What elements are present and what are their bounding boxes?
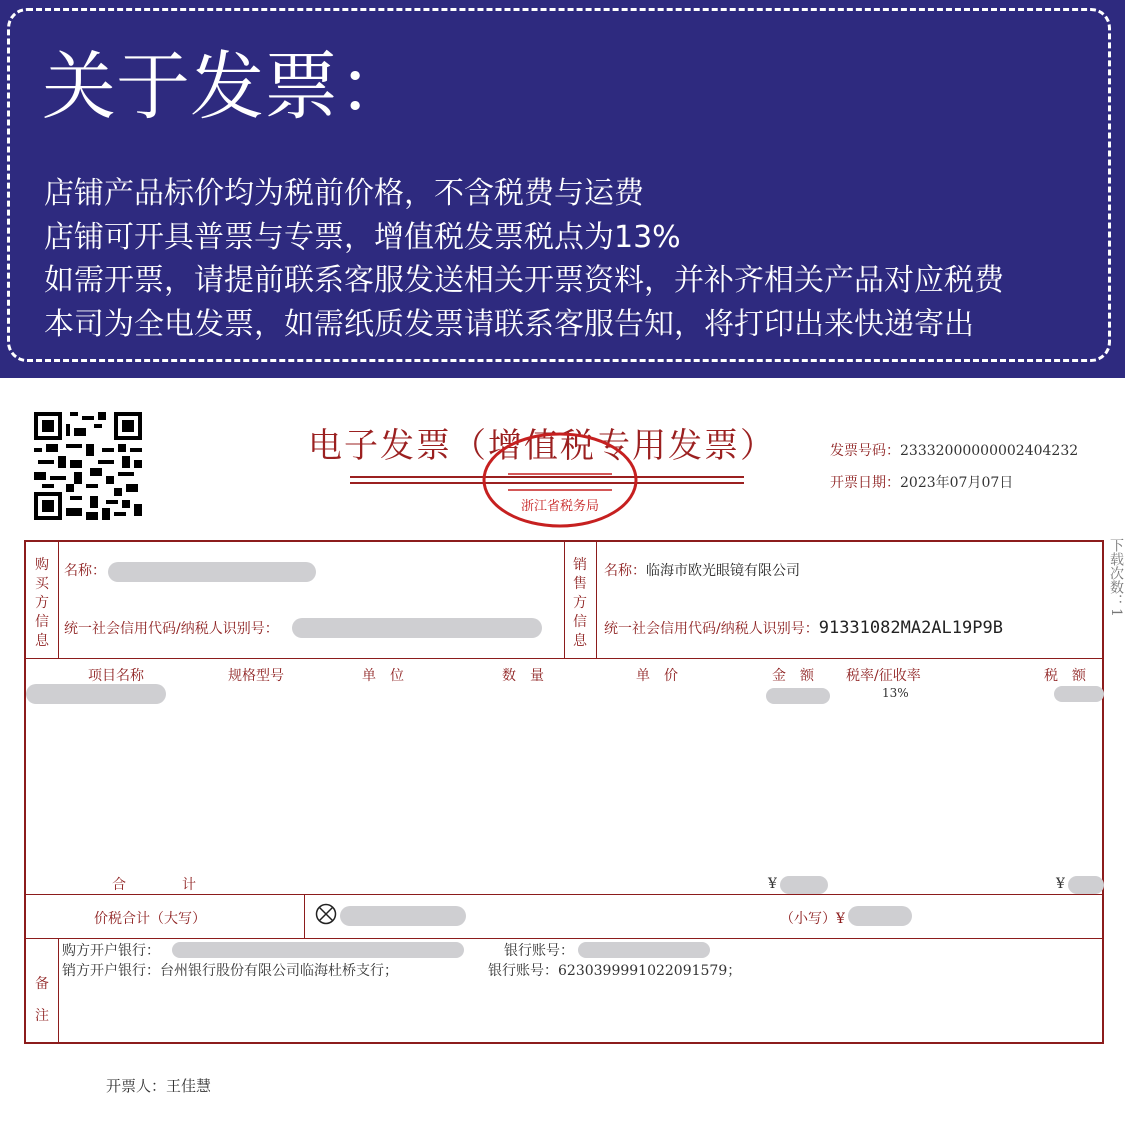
redacted-tax-amount [1054, 686, 1104, 702]
grand-total-label: 价税合计（大写） [94, 911, 206, 927]
row-divider [26, 894, 1102, 895]
col-header-unit: 单 位 [362, 668, 404, 684]
redacted-grand-total-number [848, 906, 912, 926]
banner-line: 如需开票，请提前联系客服发送相关开票资料，并补齐相关产品对应税费 [44, 263, 1004, 298]
redacted-total-tax [1068, 876, 1104, 894]
banner-line: 本司为全电发票，如需纸质发票请联系客服告知，将打印出来快递寄出 [44, 306, 974, 342]
col-divider [596, 542, 597, 658]
invoice-table [24, 540, 1104, 1044]
buyer-credit-code-label: 统一社会信用代码/纳税人识别号： [64, 621, 279, 637]
issuer: 开票人：王佳慧 [106, 1077, 212, 1095]
qr-code-icon [34, 412, 142, 520]
seller-name: 临海市欧光眼镜有限公司 [646, 563, 800, 579]
total-label: 合 计 [112, 877, 196, 893]
col-header-item-name: 项目名称 [88, 668, 144, 684]
col-header-spec: 规格型号 [228, 668, 284, 684]
col-divider [304, 894, 305, 938]
banner-line: 店铺可开具普票与专票，增值税发票税点为13% [44, 219, 681, 255]
buyer-bank-label: 购方开户银行： [62, 943, 160, 959]
col-header-tax-amount: 税 额 [1044, 668, 1086, 684]
redacted-buyer-name [108, 562, 316, 582]
col-divider [58, 542, 59, 658]
seller-credit-code-label: 统一社会信用代码/纳税人识别号： [604, 621, 819, 637]
invoice-title: 电子发票（增值税专用发票） [308, 426, 776, 466]
invoice-number [830, 440, 1078, 460]
redacted-item-name [26, 684, 166, 704]
col-header-unit-price: 单 价 [636, 668, 678, 684]
official-seal [480, 430, 640, 530]
row-divider [26, 938, 1102, 939]
redacted-amount [766, 688, 830, 704]
grand-total-small-label: （小写）¥ [780, 911, 845, 927]
seller-credit-code-row [604, 618, 1003, 638]
tax-rate-value: 13% [882, 686, 909, 700]
remarks-label: 备注 [35, 976, 49, 1024]
seller-name-label: 名称： [604, 563, 646, 579]
total-tax-yen: ¥ [1056, 876, 1065, 892]
buyer-info-label: 购买方信息 [35, 557, 49, 649]
redacted-buyer-account [578, 942, 710, 958]
invoice-date-label: 开票日期： [830, 475, 900, 491]
banner-title: 关于发票： [42, 44, 412, 130]
col-header-quantity: 数 量 [502, 668, 544, 684]
invoice-date-value: 2023年07月07日 [900, 475, 1014, 491]
buyer-account-label: 银行账号： [504, 943, 574, 959]
redacted-grand-total-words [340, 906, 466, 926]
invoice-number-value: 23332000000002404232 [900, 443, 1079, 459]
total-amount-yen: ¥ [768, 876, 777, 892]
info-banner [0, 0, 1125, 378]
seal-text: 浙江省税务局 [520, 499, 600, 514]
invoice-number-label: 发票号码： [830, 443, 900, 459]
seller-info-label: 销售方信息 [573, 557, 587, 649]
banner-line: 店铺产品标价均为税前价格，不含税费与运费 [44, 176, 644, 211]
row-divider [26, 658, 1102, 659]
col-divider [58, 938, 59, 1044]
seller-credit-code: 91331082MA2AL19P9B [818, 618, 1003, 638]
col-header-amount: 金 额 [772, 668, 814, 684]
cross-circle-icon [315, 903, 337, 925]
redacted-buyer-credit-code [292, 618, 542, 638]
download-count: 下载次数：1 [1108, 538, 1124, 617]
col-header-tax-rate: 税率/征收率 [846, 668, 921, 684]
invoice-document [0, 378, 1125, 1127]
invoice-date [830, 472, 1013, 492]
redacted-buyer-bank [172, 942, 464, 958]
col-divider [564, 542, 565, 658]
redacted-total-amount [780, 876, 828, 894]
seller-bank: 销方开户银行：台州银行股份有限公司临海杜桥支行； [62, 963, 398, 979]
buyer-name-label: 名称： [64, 563, 106, 579]
seller-name-row [604, 560, 800, 580]
banner-text-block [44, 172, 1004, 346]
seller-account: 银行账号：6230399991022091579； [488, 963, 742, 979]
